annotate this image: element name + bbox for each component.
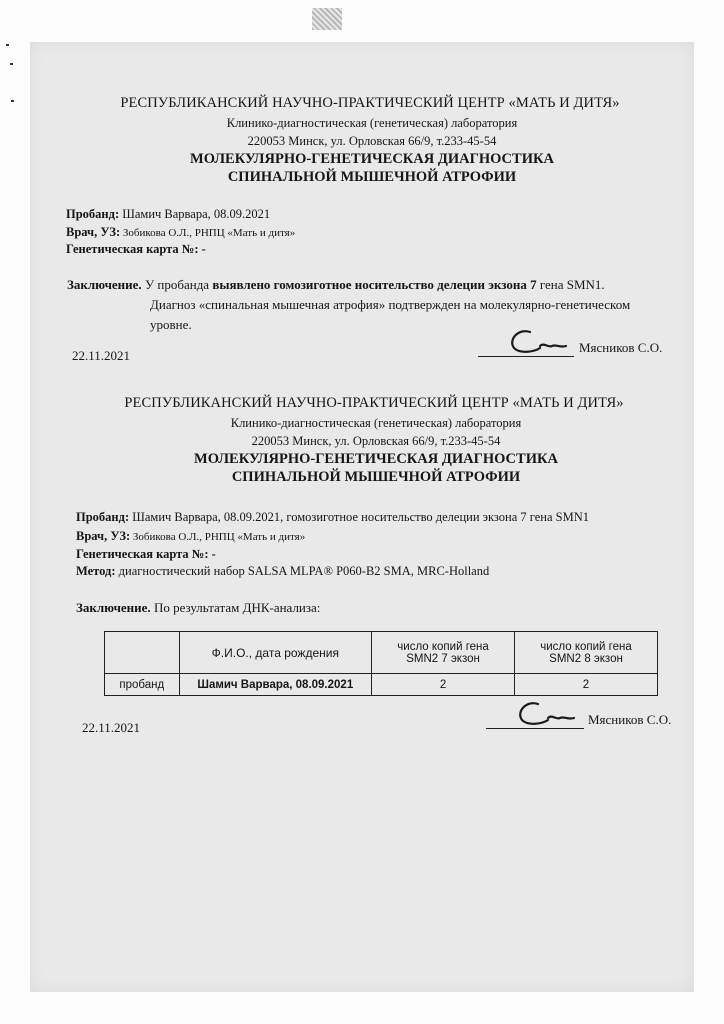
signer-name: Мясников С.О. [579,340,663,355]
method-line [76,564,489,579]
report-title-line1: МОЛЕКУЛЯРНО-ГЕНЕТИЧЕСКАЯ ДИАГНОСТИКА [194,451,558,467]
table-header-exon8-line2: SMN2 8 экзон [549,652,623,665]
conclusion-text: У пробанда [141,277,213,292]
laboratory-name: Клинико-диагностическая (генетическая) лаборатория [230,416,522,430]
document-page [30,42,694,992]
table-header-name: Ф.И.О., дата рождения [179,632,371,674]
method-value: диагностический набор SALSA MLPA® P060-B2 SMA, MRC-Holland [115,564,490,578]
table-row [105,674,658,696]
proband-label: Пробанд: [76,510,130,524]
address: 220053 Минск, ул. Орловская 66/9, т.233-45-54 [247,134,497,148]
conclusion-finding: выявлено гомозиготное носительство делеции экзона 7 [212,277,537,292]
genetic-card-label: Генетическая карта №: - [66,242,206,256]
scan-speck [6,44,9,46]
table-cell-name: Шамич Варвара, 08.09.2021 [179,674,371,696]
signer-name: Мясников С.О. [588,712,672,727]
scan-speck [10,63,13,65]
conclusion-line1 [67,274,687,295]
table-header-empty [105,632,180,674]
table-header-exon7 [372,632,515,674]
signature-line [478,356,574,357]
doctor-line [76,529,305,544]
conclusion-gene: гена SMN1. [536,277,605,292]
conclusion-label: Заключение. [67,277,142,292]
table-header-row [105,632,658,674]
table-cell-exon7: 2 [372,674,515,696]
proband-line [66,207,270,222]
signature-image [500,326,590,358]
table-header-exon8 [515,632,658,674]
table-header-exon7-line2: SMN2 7 экзон [406,652,480,665]
doctor-line [66,225,295,240]
conclusion-line [76,600,320,616]
genetic-card-line [66,242,206,257]
proband-line [76,510,589,525]
institution-name: РЕСПУБЛИКАНСКИЙ НАУЧНО-ПРАКТИЧЕСКИЙ ЦЕНТР «МАТЬ И ДИТЯ» [120,95,620,111]
genetic-card-line [76,547,216,562]
scan-speck [11,100,14,102]
proband-value: Шамич Варвара, 08.09.2021, гомозиготное носительство делеции экзона 7 гена SMN1 [129,510,590,524]
address: 220053 Минск, ул. Орловская 66/9, т.233-45-54 [251,434,501,448]
conclusion-label: Заключение. [76,600,151,615]
doctor-label: Врач, УЗ: [66,225,121,239]
table-cell-role: пробанд [105,674,180,696]
results-table [104,631,658,696]
doctor-value: Зобикова О.Л., РНПЦ «Мать и дитя» [120,227,296,239]
conclusion-text: По результатам ДНК-анализа: [150,600,321,615]
proband-label: Пробанд: [66,207,120,221]
report-date: 22.11.2021 [72,348,131,363]
report-title-line2: СПИНАЛЬНОЙ МЫШЕЧНОЙ АТРОФИИ [231,469,521,485]
conclusion-line3: уровне. [150,317,192,332]
table-header-exon8-line1: число копий гена [540,640,632,653]
signature-line [486,728,584,729]
table-cell-exon8: 2 [515,674,658,696]
doctor-label: Врач, УЗ: [76,529,131,543]
signature-image [508,698,598,730]
genetic-card-label: Генетическая карта №: - [76,547,216,561]
method-label: Метод: [76,564,116,578]
laboratory-name: Клинико-диагностическая (генетическая) лаборатория [226,116,518,130]
doctor-value: Зобикова О.Л., РНПЦ «Мать и дитя» [130,531,306,543]
conclusion-line2: Диагноз «спинальная мышечная атрофия» подтвержден на молекулярно-генетическом [150,297,631,312]
report-date: 22.11.2021 [82,720,141,735]
institution-name: РЕСПУБЛИКАНСКИЙ НАУЧНО-ПРАКТИЧЕСКИЙ ЦЕНТР «МАТЬ И ДИТЯ» [124,395,624,411]
proband-value: Шамич Варвара, 08.09.2021 [119,207,271,221]
report-title-line2: СПИНАЛЬНОЙ МЫШЕЧНОЙ АТРОФИИ [227,169,517,185]
table-header-exon7-line1: число копий гена [397,640,489,653]
staple-mark [312,8,342,30]
report-title-line1: МОЛЕКУЛЯРНО-ГЕНЕТИЧЕСКАЯ ДИАГНОСТИКА [190,151,554,167]
